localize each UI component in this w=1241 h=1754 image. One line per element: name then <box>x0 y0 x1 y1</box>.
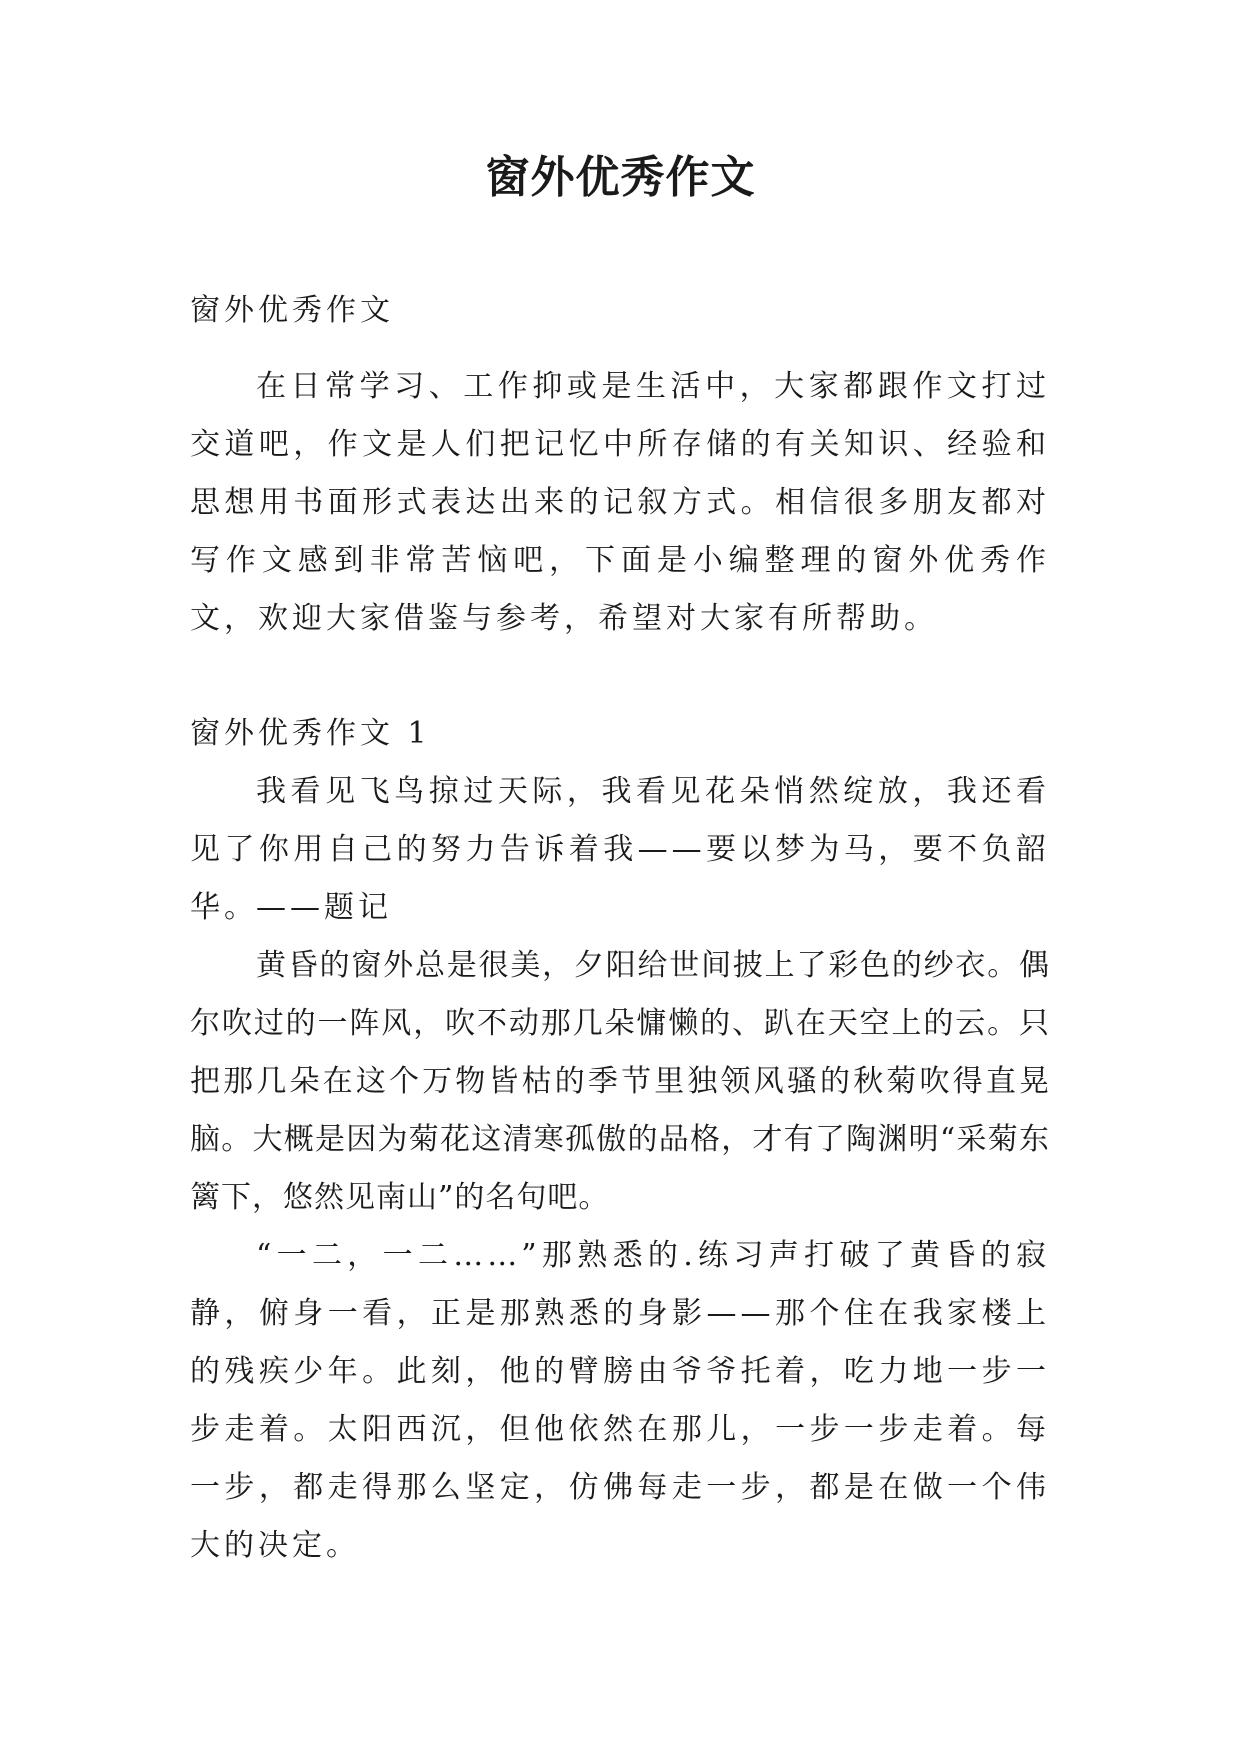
intro-paragraph: 在日常学习、工作抑或是生活中，大家都跟作文打过交道吧，作文是人们把记忆中所存储的有关知识、经验和思想用书面形式表达出来的记叙方式。相信很多朋友都对写作文感到非常苦恼吧，下面是小编整理的窗外优秀作文，欢迎大家借鉴与参考，希望对大家有所帮助。 <box>190 369 1050 636</box>
document-subtitle: 窗外优秀作文 <box>190 293 394 328</box>
epigraph-paragraph: 我看见飞鸟掠过天际，我看见花朵悄然绽放，我还看见了你用自己的努力告诉着我——要以梦为马，要不负韶华。 <box>190 774 1050 925</box>
body-paragraph-boy: “一二，一二……”那熟悉的.练习声打破了黄昏的寂静，俯身一看，正是那熟悉的身影——那个住在我家楼上的残疾少年。此刻，他的臂膀由爷爷托着，吃力地一步一步走着。太阳西沉，但他依然在那儿，一步一步走着。每一步，都走得那么坚定，仿佛每走一步，都是在做一个伟大的决定。 <box>190 1238 1050 1563</box>
section-heading: 窗外优秀作文 1 <box>190 716 431 751</box>
document-title: 窗外优秀作文 <box>485 152 756 203</box>
body-paragraph-dusk: 黄昏的窗外总是很美，夕阳给世间披上了彩色的纱衣。偶尔吹过的一阵风，吹不动那几朵慵懒的、趴在天空上的云。只把那几朵在这个万物皆枯的季节里独领风骚的秋菊吹得直晃脑。大概是因为菊花这清寒孤傲的品格，才有了陶渊明“采菊东篱下，悠然见南山”的名句吧。 <box>190 948 1050 1215</box>
epigraph-attribution: ——题记 <box>256 890 392 925</box>
